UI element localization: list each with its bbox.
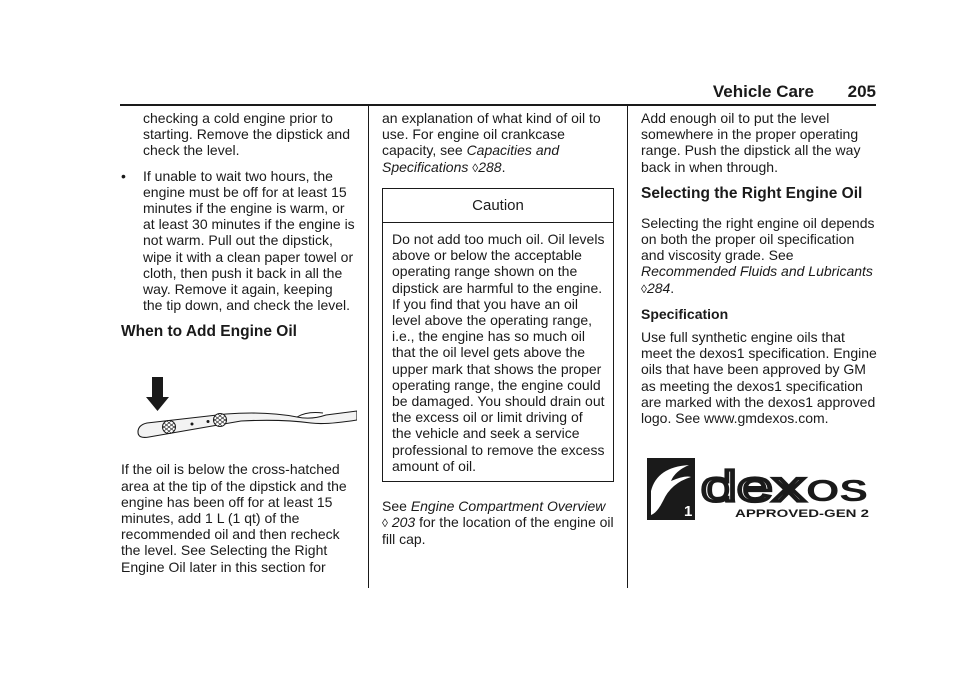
column-left	[121, 110, 355, 584]
add-enough-oil-paragraph: Add enough oil to put the level somewhere in the proper operating range. Push the dipstick all the way back in when through.	[641, 110, 861, 175]
page-ref-icon: ◊	[382, 516, 388, 531]
bullet-item	[121, 168, 355, 314]
dipstick-illustration	[121, 353, 357, 451]
page-header	[120, 82, 876, 104]
page-number: 205	[847, 82, 876, 101]
dexos-logo-word-light: dex	[701, 463, 806, 512]
caution-title: Caution	[383, 189, 613, 223]
text-run: for the location of the engine oil fill cap.	[382, 514, 614, 548]
dexos-logo-number: 1	[684, 503, 693, 521]
page-ref-icon: ◊	[472, 160, 479, 175]
dexos-logo-tagline: APPROVED-GEN 2	[735, 508, 869, 521]
fluids-lubricants-link[interactable]: Recommended Fluids and Lubricants	[641, 263, 873, 280]
oil-type-paragraph	[382, 110, 614, 176]
dipstick-dot	[191, 423, 194, 426]
page-ref-284[interactable]: 284	[646, 279, 671, 296]
text-run: .	[501, 158, 506, 175]
text-run: See	[382, 498, 411, 515]
dipstick-dot	[207, 420, 210, 423]
text-run: .	[670, 279, 675, 296]
text-run: an explanation of what kind of oil to use. For engine oil crankcase capacity, see	[382, 110, 601, 159]
fill-cap-paragraph	[382, 498, 614, 548]
heading-when-to-add-oil: When to Add Engine Oil	[121, 323, 297, 341]
selecting-oil-paragraph	[641, 215, 877, 297]
specification-paragraph: Use full synthetic engine oils that meet the dexos1 specification. Engine oils that have been approved by GM as meeting the dexos1 specification are marked with the dexos1 approved logo. See www.gmdexos.com.	[641, 329, 877, 427]
dexos-logo	[641, 455, 873, 527]
section-title: Vehicle Care	[712, 82, 814, 101]
down-arrow-icon	[146, 377, 169, 411]
page-ref-icon: ◊	[641, 281, 647, 296]
bullet-text: If unable to wait two hours, the engine must be off for at least 15 minutes if the engine is warm, or at least 30 minutes if the engine is not warm. Pull out the dipstick, wipe it with a clean paper towel or cloth, then push it back in all the way. Remove it again, keeping the tip down, and check the level.	[143, 167, 355, 314]
caution-body: Do not add too much oil. Oil levels above or below the acceptable operating range shown on the dipstick are harmful to the engine. If you find that you have an oil level above the operating range, i.e., the engine has so much oil that the oil level gets above the upper mark that shows the proper operating range, the engine could be damaged. You should drain out the excess oil or limit driving of the vehicle and seek a service professional to remove the excess amount of oil.	[392, 231, 605, 474]
bullet-mark: •	[121, 167, 126, 184]
capacities-link[interactable]: Capacities and Specifications	[382, 142, 560, 175]
page-ref-203[interactable]: 203	[391, 514, 416, 531]
caution-box	[382, 188, 614, 482]
text-run: Selecting the right engine oil depends on both the proper oil specification and viscosity grade. See	[641, 214, 875, 264]
header-rule	[120, 104, 876, 106]
column-right	[641, 110, 877, 530]
continued-bullet-text: checking a cold engine prior to starting. Remove the dipstick and check the level.	[143, 110, 350, 159]
subheading-specification: Specification	[641, 305, 729, 322]
page-ref-288[interactable]: 288	[478, 158, 502, 175]
column-divider	[368, 106, 369, 588]
column-divider	[627, 106, 628, 588]
dipstick-twist	[297, 413, 323, 418]
engine-compartment-link[interactable]: Engine Compartment Overview	[410, 498, 606, 515]
heading-selecting-oil: Selecting the Right Engine Oil	[641, 184, 863, 202]
add-oil-paragraph: If the oil is below the cross-hatched area at the tip of the dipstick and the engine has been off for at least 15 minutes, add 1 L (1 qt) of the recommended oil and then recheck the level. See Selecting the Right Engine Oil later in this section for	[121, 461, 347, 575]
dexos-logo-word-bold: OS	[806, 473, 868, 509]
column-middle	[382, 110, 614, 557]
